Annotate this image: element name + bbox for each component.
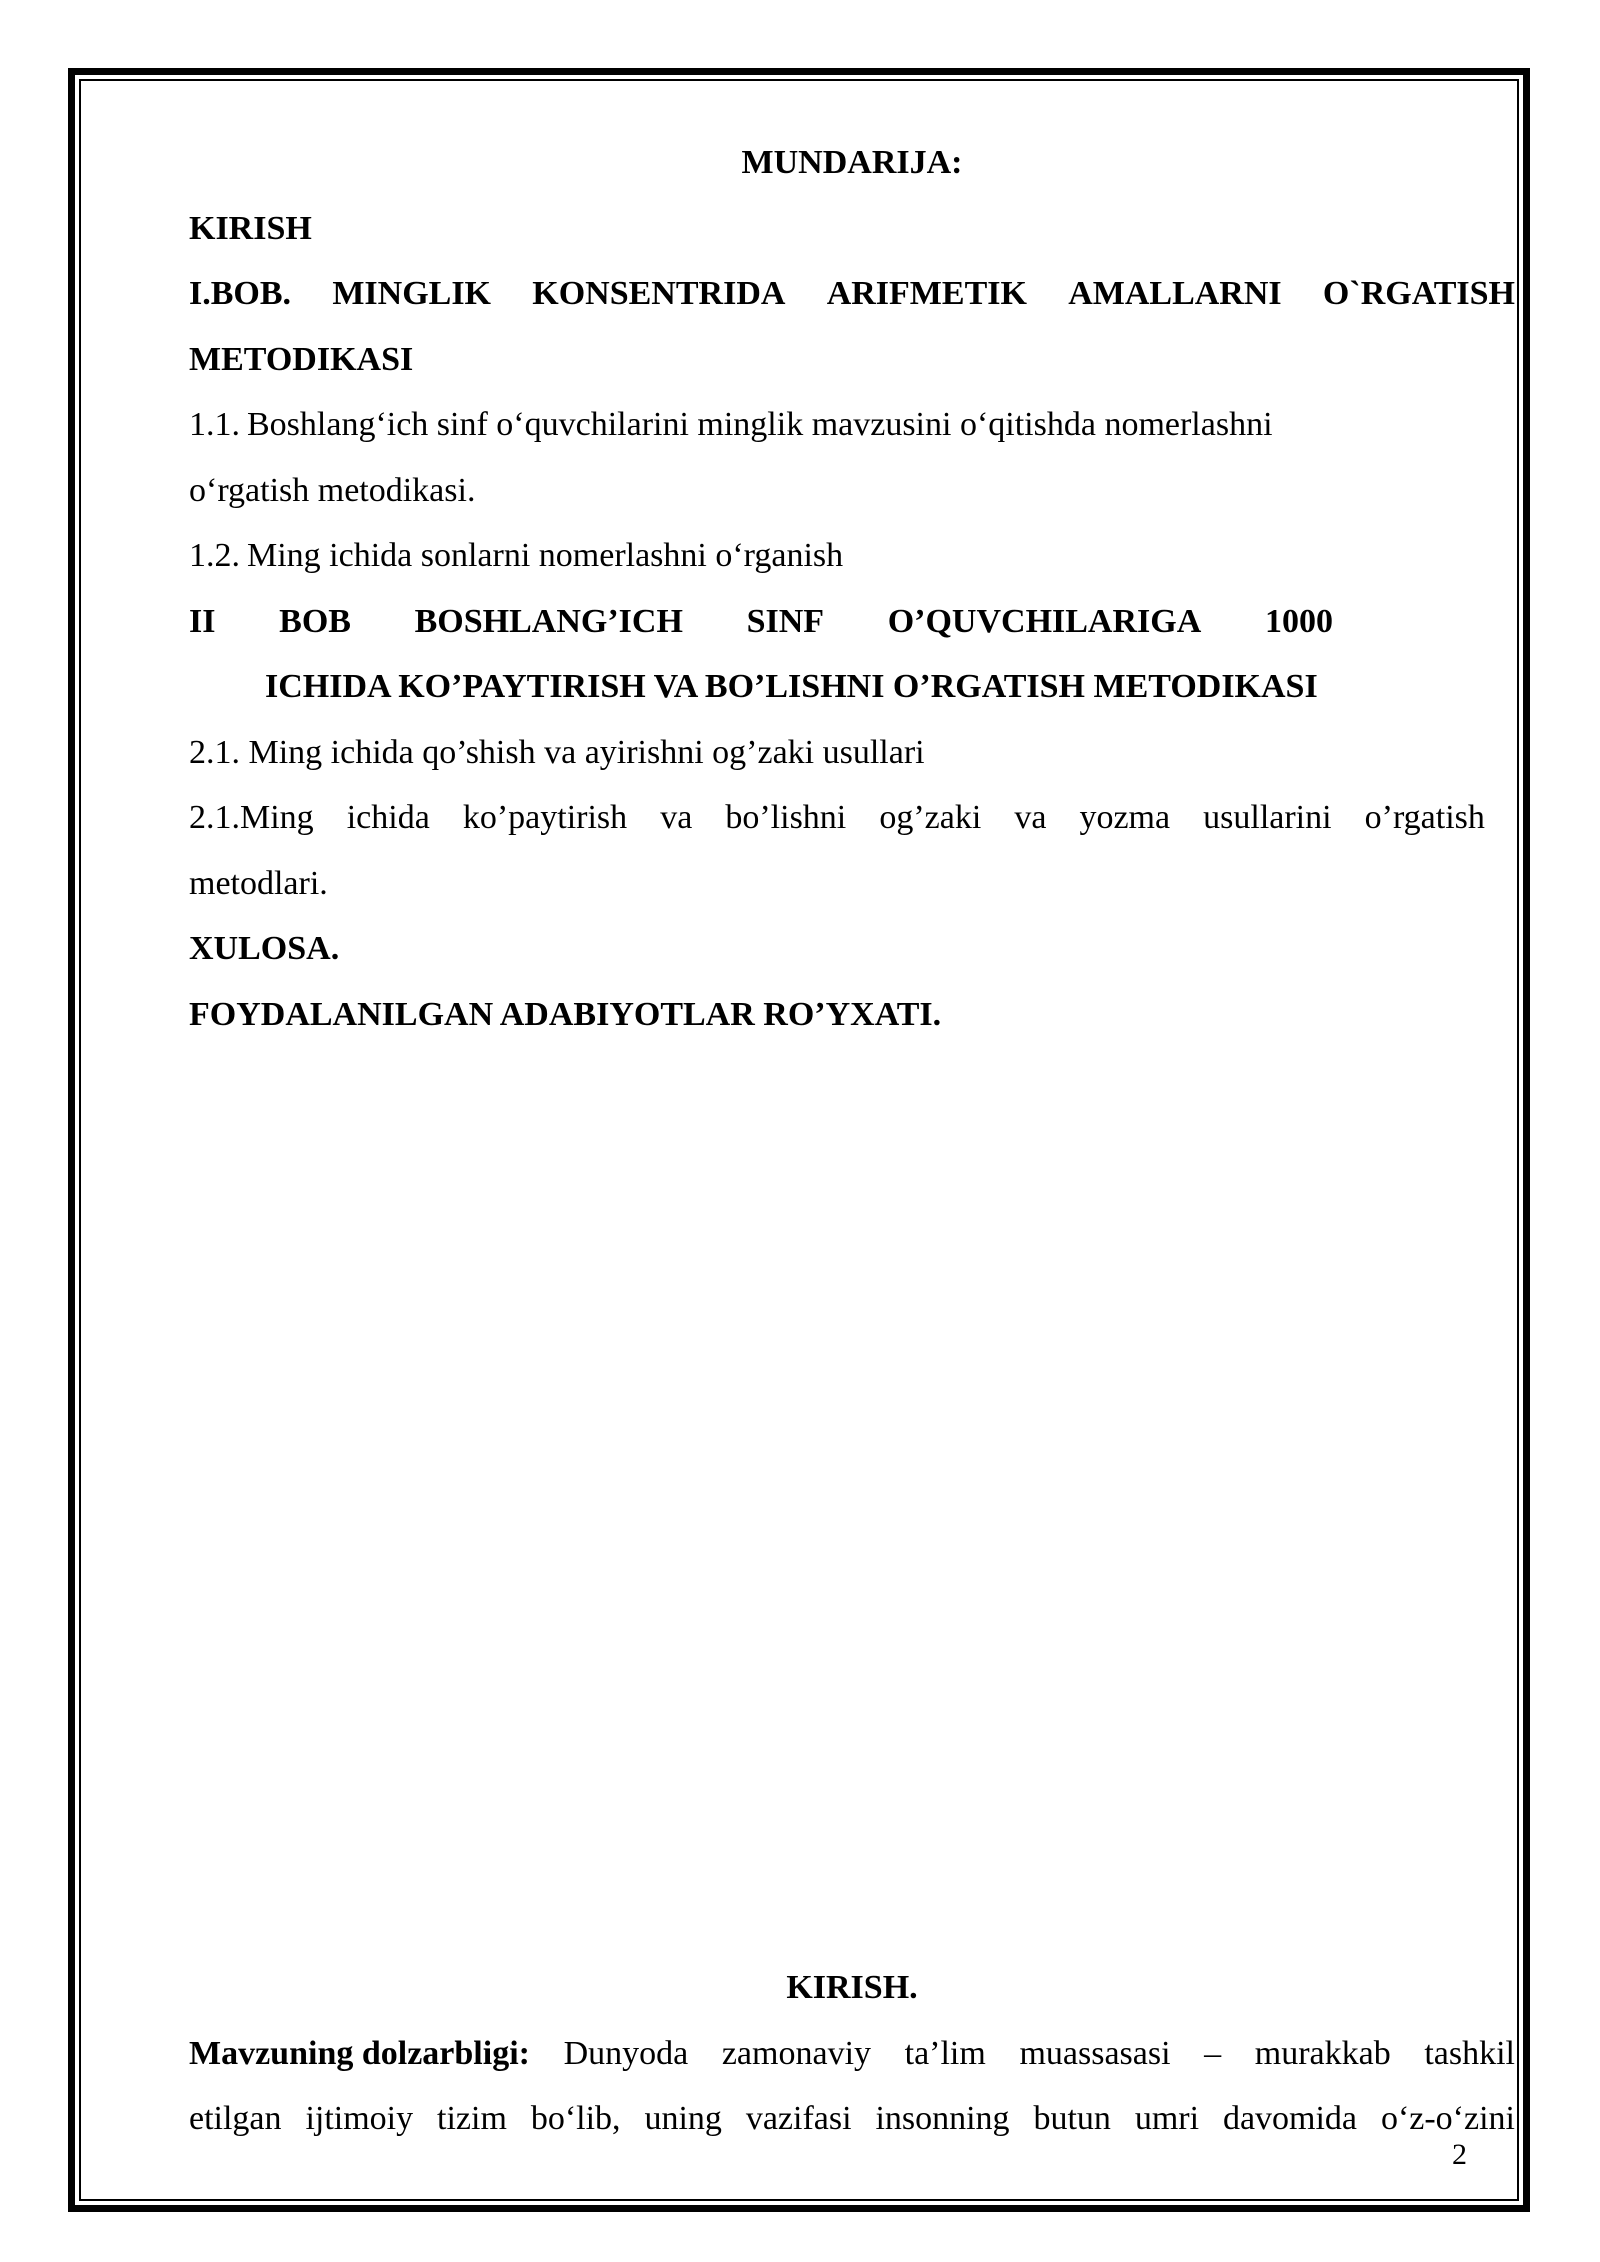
toc-word: BOSHLANG’ICH [414, 602, 683, 640]
toc-section-1-2 [189, 523, 1515, 589]
toc-kirish: KIRISH [189, 209, 312, 247]
toc-word: o’rgatish [1364, 799, 1485, 836]
toc-word: O`RGATISH [1322, 275, 1515, 312]
intro-word: zamonaviy [721, 2034, 872, 2072]
toc-word: KONSENTRIDA [532, 275, 786, 312]
intro-word: davomida [1222, 2100, 1358, 2137]
toc-xulosa: XULOSA. [189, 930, 340, 967]
toc-section-1-1-cont: o‘rgatish metodikasi. [189, 471, 476, 509]
introduction [189, 1955, 1515, 2152]
table-of-contents [189, 130, 1515, 1047]
toc-word: MINGLIK [332, 275, 491, 312]
intro-word: bo‘lib, [530, 2100, 621, 2137]
toc-section-2-1: 2.1. Ming ichida qo’shish va ayirishni og’zaki usullari [189, 733, 925, 771]
toc-word: I.BOB. [189, 275, 292, 312]
toc-section-number: 1.1. [189, 406, 240, 443]
intro-word: ijtimoiy [305, 2100, 414, 2137]
intro-line-2 [189, 2086, 1515, 2152]
toc-chapter2-line1 [189, 589, 1333, 655]
intro-word: insonning [875, 2100, 1010, 2137]
intro-word: muassasasi [1019, 2034, 1171, 2072]
intro-word: – [1204, 2034, 1222, 2072]
intro-word: ta’lim [904, 2034, 986, 2072]
intro-word: tashkil [1424, 2034, 1515, 2072]
toc-heading: MUNDARIJA: [741, 144, 963, 181]
intro-word: butun [1033, 2100, 1111, 2137]
intro-word: uning [644, 2100, 722, 2137]
toc-word: bo’lishni [725, 799, 847, 836]
toc-section-number: 1.2. [189, 537, 240, 574]
toc-word: II [189, 602, 216, 640]
intro-heading: KIRISH. [786, 1969, 918, 2006]
intro-word: umri [1134, 2100, 1200, 2137]
toc-word: og’zaki [879, 799, 982, 836]
intro-lead: Mavzuning dolzarbligi: [189, 2034, 530, 2072]
toc-section-2-2-cont: metodlari. [189, 864, 328, 902]
toc-word: yozma [1079, 799, 1171, 836]
toc-word: usullarini [1203, 799, 1332, 836]
intro-line-1 [189, 2021, 1515, 2087]
intro-word: Dunyoda [563, 2034, 689, 2072]
toc-word: va [1014, 799, 1047, 836]
toc-section-text: Boshlang‘ich sinf o‘quvchilarini minglik mavzusini o‘qitishda nomerlashni [247, 406, 1273, 443]
intro-word: etilgan [189, 2100, 282, 2137]
page-number: 2 [1452, 2138, 1467, 2171]
toc-section-2-2 [189, 785, 1485, 851]
intro-word: vazifasi [745, 2100, 852, 2137]
toc-word: ichida [346, 799, 430, 836]
toc-word: ko’paytirish [462, 799, 628, 836]
toc-chapter1-line2: METODIKASI [189, 340, 414, 378]
toc-chapter1-line1 [189, 261, 1515, 327]
intro-word: o‘z-o‘zini [1380, 2100, 1515, 2137]
toc-word: BOB [279, 602, 351, 640]
intro-word: tizim [437, 2100, 507, 2137]
intro-word: murakkab [1254, 2034, 1391, 2072]
toc-section-text: Ming ichida sonlarni nomerlashni o‘rganish [247, 537, 844, 574]
toc-chapter2-line2: ICHIDA KO’PAYTIRISH VA BO’LISHNI O’RGATISH METODIKASI [265, 668, 1318, 705]
toc-section-1-1 [189, 392, 1515, 458]
toc-word: 1000 [1264, 602, 1333, 640]
toc-word: O’QUVCHILARIGA [887, 602, 1202, 640]
toc-word: SINF [746, 602, 825, 640]
toc-word: 2.1.Ming [189, 799, 314, 836]
toc-references: FOYDALANILGAN ADABIYOTLAR RO’YXATI. [189, 995, 942, 1033]
toc-word: ARIFMETIK [826, 275, 1027, 312]
toc-word: va [660, 799, 693, 836]
toc-word: AMALLARNI [1068, 275, 1282, 312]
